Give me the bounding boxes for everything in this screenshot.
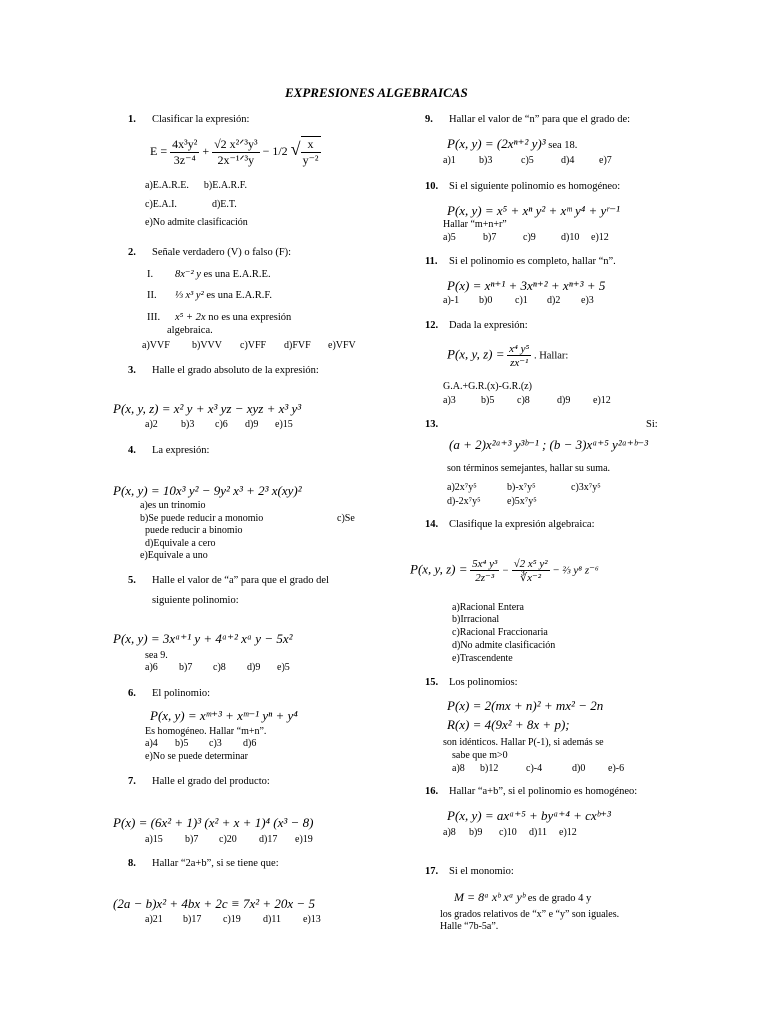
option-c[interactable]: c)10 xyxy=(499,827,517,838)
formula-q11: P(x) = xⁿ⁺¹ + 3xⁿ⁺² + xⁿ⁺³ + 5 xyxy=(447,278,606,293)
options-q2 xyxy=(142,340,356,351)
option-d[interactable]: d)6 xyxy=(243,738,257,749)
question-text: Si el siguiente polinomio es homogéneo: xyxy=(449,181,621,192)
statement-iii xyxy=(147,312,291,323)
option-a[interactable]: a)3 xyxy=(443,395,456,406)
option-c[interactable]: c)6 xyxy=(215,419,228,430)
option-c[interactable]: c)3x⁷y⁵ xyxy=(571,482,601,493)
question-14 xyxy=(425,519,594,530)
question-number: 11. xyxy=(425,256,438,267)
question-7 xyxy=(128,776,270,787)
formula-tail: . Hallar: xyxy=(533,350,569,362)
statement-label: I. xyxy=(147,269,154,280)
formula-q9-line xyxy=(447,136,577,152)
options-q11 xyxy=(443,295,594,306)
formula-q4: P(x, y) = 10x³ y² − 9y² x³ + 2³ x(xy)² xyxy=(113,483,302,498)
statement-ii xyxy=(147,290,272,301)
option-e[interactable]: e)19 xyxy=(295,834,313,845)
option-d[interactable]: d)Equivale a cero xyxy=(145,538,216,549)
option-a[interactable]: a)8 xyxy=(452,763,465,774)
option-a[interactable]: a)5 xyxy=(443,232,456,243)
options-q13-row2 xyxy=(447,496,537,507)
formula-q8: (2a − b)x² + 4bx + 2c ≡ 7x² + 20x − 5 xyxy=(113,896,315,911)
option-d[interactable]: d)2 xyxy=(547,295,561,306)
question-text: Halle el valor de “a” para que el grado del xyxy=(152,575,329,586)
option-b[interactable]: b)9 xyxy=(469,827,483,838)
option-a[interactable]: a)6 xyxy=(145,662,158,673)
denominator: 2x⁻¹ᐟ³y xyxy=(217,152,255,167)
question-number: 15. xyxy=(425,677,439,688)
statement-label: III. xyxy=(147,312,161,323)
question-text: Halle el grado absoluto de la expresión: xyxy=(152,365,319,376)
option-a[interactable]: a)2x⁷y⁵ xyxy=(447,482,477,493)
question-text: Hallar el valor de “n” para que el grado de: xyxy=(449,114,631,125)
question-number: 10. xyxy=(425,181,439,192)
option-b[interactable]: b)5 xyxy=(175,738,189,749)
option-a[interactable]: a)E.A.R.E. xyxy=(145,180,189,191)
question-number: 12. xyxy=(425,320,439,331)
question-text: Halle el grado del producto: xyxy=(152,776,270,787)
option-e[interactable]: e)No se puede determinar xyxy=(145,751,249,762)
question-number: 9. xyxy=(425,114,433,125)
formula-q12 xyxy=(447,343,568,369)
formula-q13: (a + 2)x²ᵃ⁺³ y³ᵇ⁻¹ ; (b − 3)xᵃ⁺⁵ y²ᵃ⁺ᵇ⁻³ xyxy=(449,437,649,452)
formula-q14: P(x, y, z) = $\frac{\text{5x⁴ y³}}{\text{2z⁻³}}$ − $\frac{\text{√2 x⁵ y²}}{\text{∛x⁻²}}$ − ⅔ y⁸ z⁻⁶ xyxy=(410,558,599,584)
option-e[interactable]: e)No admite clasificación xyxy=(145,217,248,228)
options-q8 xyxy=(145,914,321,925)
formula-lhs: P(x, y, z) = xyxy=(447,346,505,362)
option-d[interactable]: d)4 xyxy=(561,155,575,166)
option-b[interactable]: b)3 xyxy=(479,155,493,166)
question-number: 3. xyxy=(128,365,136,376)
formula-q17-line xyxy=(454,890,591,905)
options-q9 xyxy=(443,155,612,166)
question-13-text: son términos semejantes, hallar su suma. xyxy=(447,463,611,474)
question-number: 14. xyxy=(425,519,439,530)
option-b[interactable]: b)5 xyxy=(481,395,495,406)
option-e[interactable]: e)-6 xyxy=(608,763,625,774)
option-c[interactable]: c)VFF xyxy=(240,340,267,351)
question-11 xyxy=(425,256,616,267)
option-c[interactable]: c)9 xyxy=(523,232,536,243)
question-text: La expresión: xyxy=(152,445,210,456)
question-3 xyxy=(128,365,319,376)
option-e[interactable]: e)12 xyxy=(559,827,577,838)
question-text: Los polinomios: xyxy=(449,677,518,688)
fraction-2 xyxy=(512,558,550,584)
option-d[interactable]: d)11 xyxy=(529,827,547,838)
question-text: Hallar “2a+b”, si se tiene que: xyxy=(152,858,279,869)
question-5 xyxy=(128,575,329,586)
option-e[interactable]: e)12 xyxy=(591,232,609,243)
question-2 xyxy=(128,247,291,258)
question-16 xyxy=(425,786,637,797)
question-number: 5. xyxy=(128,575,136,586)
option-a[interactable]: a)2 xyxy=(145,419,158,430)
question-13 xyxy=(425,419,449,430)
option-d[interactable]: d)9 xyxy=(557,395,571,406)
option-e[interactable]: e)7 xyxy=(599,155,612,166)
denominator: zx⁻¹ xyxy=(510,357,529,369)
question-8 xyxy=(128,858,279,869)
option-d[interactable]: d)9 xyxy=(247,662,261,673)
option-c[interactable]: c)19 xyxy=(223,914,241,925)
options-q1-row2 xyxy=(145,199,237,210)
question-number: 1. xyxy=(128,114,136,125)
option-a[interactable]: a)21 xyxy=(145,914,163,925)
options-q6 xyxy=(145,738,256,749)
question-text: Dada la expresión: xyxy=(449,320,528,331)
formula-q3: P(x, y, z) = x² y + x³ yz − xyz + x³ y³ xyxy=(113,401,302,416)
option-b[interactable]: b)3 xyxy=(181,419,195,430)
denominator: ∛x⁻² xyxy=(520,572,542,584)
option-a[interactable]: a)Racional Entera xyxy=(452,602,524,613)
option-a[interactable]: a)4 xyxy=(145,738,158,749)
option-c[interactable]: c)3 xyxy=(209,738,222,749)
option-d[interactable]: d)10 xyxy=(561,232,580,243)
question-15-text2: sabe que m>0 xyxy=(452,750,508,761)
question-text: Si el monomio: xyxy=(449,866,514,877)
formula-q7: P(x) = (6x² + 1)³ (x² + x + 1)⁴ (x³ − 8) xyxy=(113,815,314,830)
question-9 xyxy=(425,114,630,125)
question-4 xyxy=(128,445,209,456)
question-15 xyxy=(425,677,518,688)
question-17 xyxy=(425,866,514,877)
option-e[interactable]: e)Equivale a uno xyxy=(140,550,208,561)
question-10 xyxy=(425,181,620,192)
formula-label: E = xyxy=(150,143,168,158)
question-text: El polinomio: xyxy=(152,688,211,699)
options-q1-row3 xyxy=(145,217,248,228)
options-q5 xyxy=(145,662,290,673)
option-c[interactable]: c)5 xyxy=(521,155,534,166)
statement-label: II. xyxy=(147,290,157,301)
question-number: 16. xyxy=(425,786,439,797)
term-3: − ⅔ y⁸ z⁻⁶ xyxy=(552,564,599,577)
question-5-cont: siguiente polinomio: xyxy=(152,595,239,606)
formula-q9: P(x, y) = (2xⁿ⁺² y)³ xyxy=(447,136,546,151)
fraction-3 xyxy=(301,136,321,168)
option-d[interactable]: d)17 xyxy=(259,834,278,845)
statement-text: es una E.A.R.F. xyxy=(206,290,273,301)
option-e[interactable]: e)5 xyxy=(277,662,290,673)
option-b[interactable]: b)7 xyxy=(483,232,497,243)
numerator: 5x⁴ y³ xyxy=(472,558,498,570)
option-e[interactable]: e)3 xyxy=(581,295,594,306)
option-d[interactable]: d)FVF xyxy=(284,340,311,351)
option-c[interactable]: c)-4 xyxy=(526,763,543,774)
option-b[interactable]: b)17 xyxy=(183,914,202,925)
option-c[interactable]: c)8 xyxy=(517,395,530,406)
option-e[interactable]: e)13 xyxy=(303,914,321,925)
options-q16 xyxy=(443,827,577,838)
statement-text: es una E.A.R.E. xyxy=(203,269,271,280)
option-a[interactable]: a)VVF xyxy=(142,340,170,351)
option-a[interactable]: a)15 xyxy=(145,834,163,845)
question-6 xyxy=(128,688,210,699)
fraction-1 xyxy=(170,137,199,168)
formula-q15-p: P(x) = 2(mx + n)² + mx² − 2n xyxy=(447,698,604,713)
fraction-2 xyxy=(212,137,259,168)
question-text: Clasificar la expresión: xyxy=(152,114,250,125)
options-q7 xyxy=(145,834,313,845)
formula-q15-r: R(x) = 4(9x² + 8x + p); xyxy=(447,717,570,732)
option-c[interactable]: c)8 xyxy=(213,662,226,673)
option-b[interactable]: b)0 xyxy=(479,295,493,306)
statement-expr: ⅓ x³ y² xyxy=(175,290,204,301)
option-b[interactable]: b)Irracional xyxy=(452,614,500,625)
fraction-1 xyxy=(470,558,499,584)
question-text: Clasifique la expresión algebraica: xyxy=(449,519,595,530)
question-17-text2: Halle “7b-5a”. xyxy=(440,921,499,932)
option-c[interactable]: c)1 xyxy=(515,295,528,306)
question-10-tail: Hallar “m+n+r” xyxy=(443,219,507,230)
numerator: x⁴ y⁵ xyxy=(509,343,530,355)
option-b[interactable]: b)7 xyxy=(179,662,193,673)
option-b[interactable]: b)-x⁷y⁵ xyxy=(507,482,536,493)
question-5-tail: sea 9. xyxy=(145,650,168,661)
option-d[interactable]: d)11 xyxy=(263,914,281,925)
formula-q1: E = $\frac{\text{4x³y²}}{\text{3z⁻⁴}}$ + $\frac{\text{√2 x²ᐟ³y³}}{\text{2x⁻¹ᐟ³y}}$ − 1/2 √ $\frac{x}{\text{y⁻²}}$ xyxy=(150,136,319,167)
statement-text: no es una expresión xyxy=(208,312,292,323)
question-number: 6. xyxy=(128,688,136,699)
option-e[interactable]: e)15 xyxy=(275,419,293,430)
question-13-si: Si: xyxy=(646,419,658,430)
formula-q10: P(x, y) = x⁵ + xⁿ y² + xᵐ y⁴ + yʳ⁻¹ xyxy=(447,203,620,218)
option-b[interactable]: b)E.A.R.F. xyxy=(203,180,247,191)
option-b[interactable]: b)12 xyxy=(480,763,499,774)
question-number: 8. xyxy=(128,858,136,869)
options-q15 xyxy=(452,763,624,774)
question-number: 2. xyxy=(128,247,136,258)
question-number: 7. xyxy=(128,776,136,787)
option-d[interactable]: d)E.T. xyxy=(211,199,237,210)
option-c[interactable]: c)Se xyxy=(337,513,355,524)
option-a[interactable]: a)-1 xyxy=(443,295,460,306)
formula-tail: es de grado 4 y xyxy=(527,893,592,904)
question-text: Si el polinomio es completo, hallar “n”. xyxy=(449,256,616,267)
option-e[interactable]: e)VFV xyxy=(328,340,356,351)
formula-q6: P(x, y) = xᵐ⁺³ + xᵐ⁻¹ yⁿ + y⁴ xyxy=(150,708,298,723)
formula-tail: sea 18. xyxy=(548,140,578,151)
numerator: √2 x²ᐟ³y³ xyxy=(214,136,258,151)
option-d[interactable]: d)9 xyxy=(245,419,259,430)
denominator: 3z⁻⁴ xyxy=(173,152,196,167)
question-number: 17. xyxy=(425,866,439,877)
question-number: 13. xyxy=(425,419,439,430)
formula-lhs: P(x, y, z) = xyxy=(410,561,468,577)
fraction xyxy=(507,343,531,369)
option-c[interactable]: c)E.A.I. xyxy=(145,199,177,210)
statement-i xyxy=(147,268,271,280)
formula-q17: M = 8ᵃ xᵇ xᵃ yᵇ xyxy=(454,890,526,904)
root-icon: √ xyxy=(290,138,301,159)
options-q10 xyxy=(443,232,609,243)
numerator: 4x³y² xyxy=(172,136,198,151)
option-a[interactable]: a)es un trinomio xyxy=(140,500,206,511)
option-e[interactable]: e)5x⁷y⁵ xyxy=(507,496,537,507)
option-e[interactable]: e)Trascendente xyxy=(452,653,513,664)
coefficient: − 1/2 xyxy=(262,143,288,158)
numerator: √2 x⁵ y² xyxy=(513,558,548,570)
formula-q5: P(x, y) = 3xᵃ⁺¹ y + 4ᵃ⁺² xᵃ y − 5x² xyxy=(113,631,293,646)
question-number: 4. xyxy=(128,445,136,456)
option-c[interactable]: c)20 xyxy=(219,834,237,845)
option-b[interactable]: b)VVV xyxy=(192,340,222,351)
statement-expr: x⁵ + 2x xyxy=(175,312,206,323)
options-q1 xyxy=(145,180,247,191)
options-q12 xyxy=(443,395,611,406)
question-text: Hallar “a+b”, si el polinomio es homogéneo: xyxy=(449,786,638,797)
option-d[interactable]: d)No admite clasificación xyxy=(452,640,556,651)
denominator: y⁻² xyxy=(302,153,319,167)
question-12 xyxy=(425,320,528,331)
options-q3 xyxy=(145,419,293,430)
statement-expr: 8x⁻² y xyxy=(175,269,201,280)
option-b[interactable]: b)7 xyxy=(185,834,199,845)
option-c[interactable]: c)Racional Fraccionaria xyxy=(452,627,548,638)
question-15-text: son idénticos. Hallar P(-1), si además se xyxy=(443,737,604,748)
option-a[interactable]: a)8 xyxy=(443,827,456,838)
option-d[interactable]: d)-2x⁷y⁵ xyxy=(447,496,481,507)
question-6-tail: Es homogéneo. Hallar “m+n”. xyxy=(145,726,267,737)
option-d[interactable]: d)0 xyxy=(572,763,586,774)
question-17-text: los grados relativos de “x” e “y” son iguales. xyxy=(440,909,620,920)
statement-iii-cont: algebraica. xyxy=(167,325,213,336)
option-a[interactable]: a)1 xyxy=(443,155,456,166)
question-text: Señale verdadero (V) o falso (F): xyxy=(152,247,292,258)
option-c-cont: puede reducir a binomio xyxy=(145,525,243,536)
denominator: 2z⁻³ xyxy=(475,572,495,584)
numerator: x xyxy=(301,137,321,153)
page-title: EXPRESIONES ALGEBRAICAS xyxy=(285,85,468,100)
option-b[interactable]: b)Se puede reducir a monomio xyxy=(140,513,264,524)
formula-q16: P(x, y) = axᵃ⁺⁵ + byᵃ⁺⁴ + cxᵇ⁺³ xyxy=(447,808,611,823)
options-q13 xyxy=(447,482,601,493)
question-1 xyxy=(128,114,249,125)
option-e[interactable]: e)12 xyxy=(593,395,611,406)
question-12-tail: G.A.+G.R.(x)-G.R.(z) xyxy=(443,381,532,392)
